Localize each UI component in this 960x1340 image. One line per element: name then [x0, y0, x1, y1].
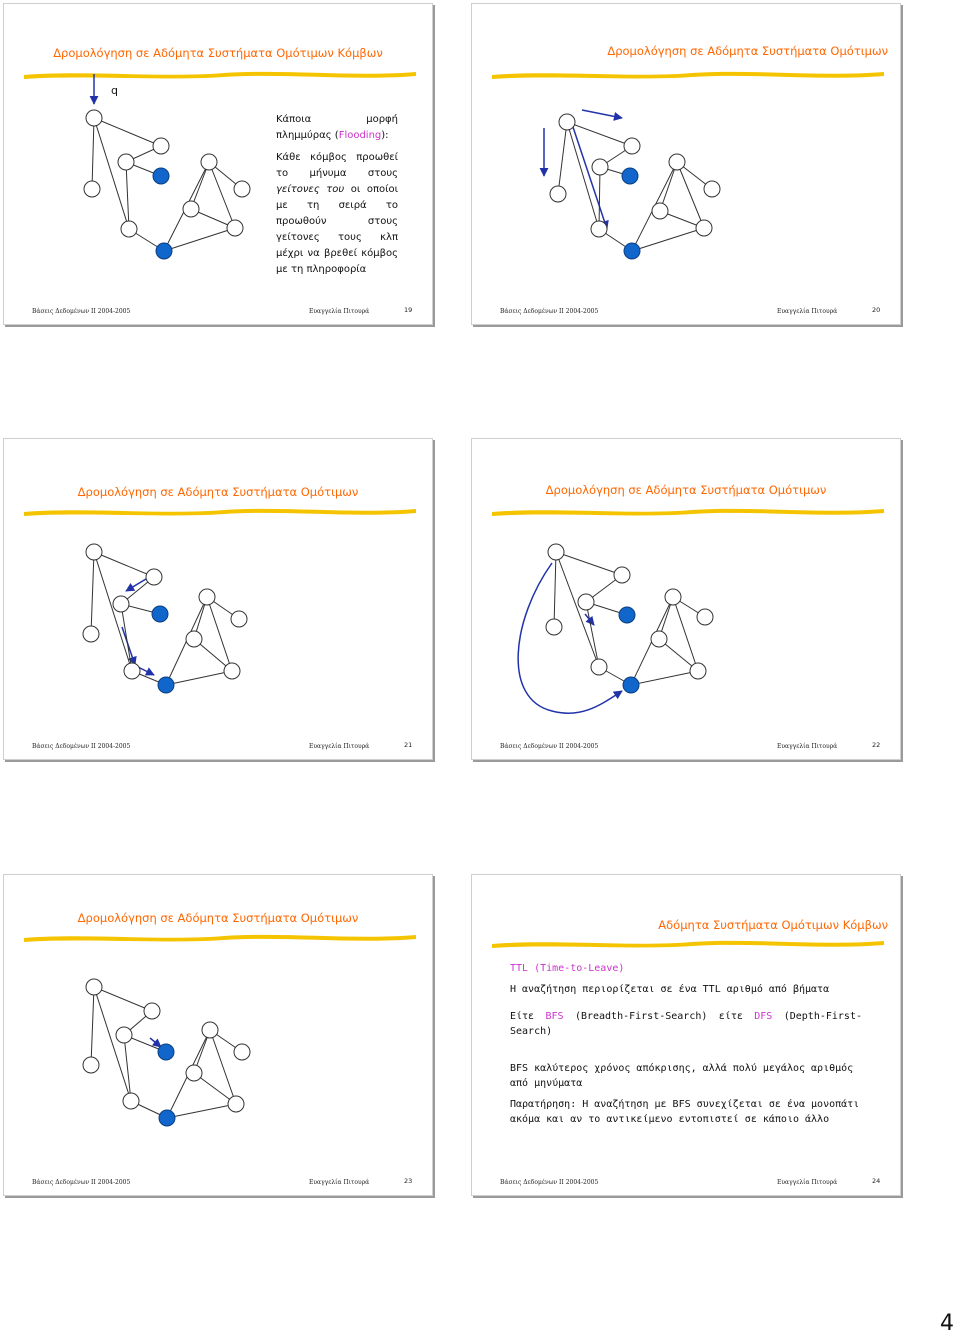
- footer-author: Ευαγγελία Πιτουρά: [309, 743, 370, 750]
- bfs-observation: Παρατήρηση: Η αναζήτηση με BFS συνεχίζεται σε ένα μονοπάτι ακόμα και αν το αντικείμενο εντοπιστεί σε κάποιο άλλο: [510, 1099, 860, 1125]
- flooding-description: Κάποια μορφή πλημμύρας (Flooding): Κάθε κόμβος προωθεί το μήνυμα στους γείτονες του οι οποίοι με τη σειρά το προωθούν στους γείτονες τους κλπ μέχρι να βρεθεί κόμβος με τη πληροφορία: [276, 114, 398, 275]
- slide-20: [471, 3, 901, 325]
- slide-title: Αδόμητα Συστήματα Ομότιμων Κόμβων: [658, 918, 888, 932]
- slide-number: 21: [404, 741, 413, 749]
- overlay-network-graph: [4, 875, 432, 1195]
- slide-number: 24: [872, 1177, 881, 1185]
- overlay-network-graph: [472, 4, 900, 324]
- overlay-network-graph: [4, 439, 432, 759]
- slide-title: Δρομολόγηση σε Αδόμητα Συστήματα Ομότιμων: [607, 44, 888, 58]
- footer-course: Βάσεις Δεδομένων ΙΙ 2004-2005: [32, 308, 131, 315]
- slide-number: 22: [872, 741, 881, 749]
- page-number: 4: [940, 1311, 954, 1336]
- slide-title: Δρομολόγηση σε Αδόμητα Συστήματα Ομότιμων: [77, 485, 359, 499]
- bfs-tradeoff: BFS καλύτερος χρόνος απόκρισης, αλλά πολύ μεγάλος αριθμός από μηνύματα: [510, 1063, 854, 1089]
- footer-course: Βάσεις Δεδομένων ΙΙ 2004-2005: [32, 743, 131, 750]
- ttl-heading: TTL (Time-to-Leave): [510, 963, 625, 974]
- footer-course: Βάσεις Δεδομένων ΙΙ 2004-2005: [32, 1179, 131, 1186]
- footer-author: Ευαγγελία Πιτουρά: [777, 1179, 838, 1186]
- footer-author: Ευαγγελία Πιτουρά: [777, 743, 838, 750]
- slide-number: 20: [872, 306, 881, 314]
- slide-23: [3, 874, 433, 1196]
- title-underline-swash: [492, 935, 884, 951]
- slide-number: 23: [404, 1177, 413, 1185]
- footer-author: Ευαγγελία Πιτουρά: [309, 308, 370, 315]
- slide-number: 19: [404, 306, 413, 314]
- slide-24: [471, 874, 901, 1196]
- slide-21: [3, 438, 433, 760]
- footer-course: Βάσεις Δεδομένων ΙΙ 2004-2005: [500, 308, 599, 315]
- footer-author: Ευαγγελία Πιτουρά: [777, 308, 838, 315]
- overlay-network-graph: [472, 439, 900, 759]
- slide-title: Δρομολόγηση σε Αδόμητα Συστήματα Ομότιμων Κόμβων: [53, 46, 383, 60]
- ttl-search-text: [510, 961, 862, 1139]
- footer-author: Ευαγγελία Πιτουρά: [309, 1179, 370, 1186]
- query-label: q: [111, 84, 118, 97]
- bfs-dfs-line: Είτε BFS (Breadth-First-Search) είτε DFS (Depth-First-Search): [510, 1011, 862, 1037]
- slide-22: [471, 438, 901, 760]
- slide-19: [3, 3, 433, 325]
- ttl-description: Η αναζήτηση περιορίζεται σε ένα TTL αριθμό από βήματα: [510, 984, 830, 995]
- slide-title: Δρομολόγηση σε Αδόμητα Συστήματα Ομότιμων: [545, 483, 827, 497]
- slide-title: Δρομολόγηση σε Αδόμητα Συστήματα Ομότιμων: [77, 911, 359, 925]
- footer-course: Βάσεις Δεδομένων ΙΙ 2004-2005: [500, 743, 599, 750]
- footer-course: Βάσεις Δεδομένων ΙΙ 2004-2005: [500, 1179, 599, 1186]
